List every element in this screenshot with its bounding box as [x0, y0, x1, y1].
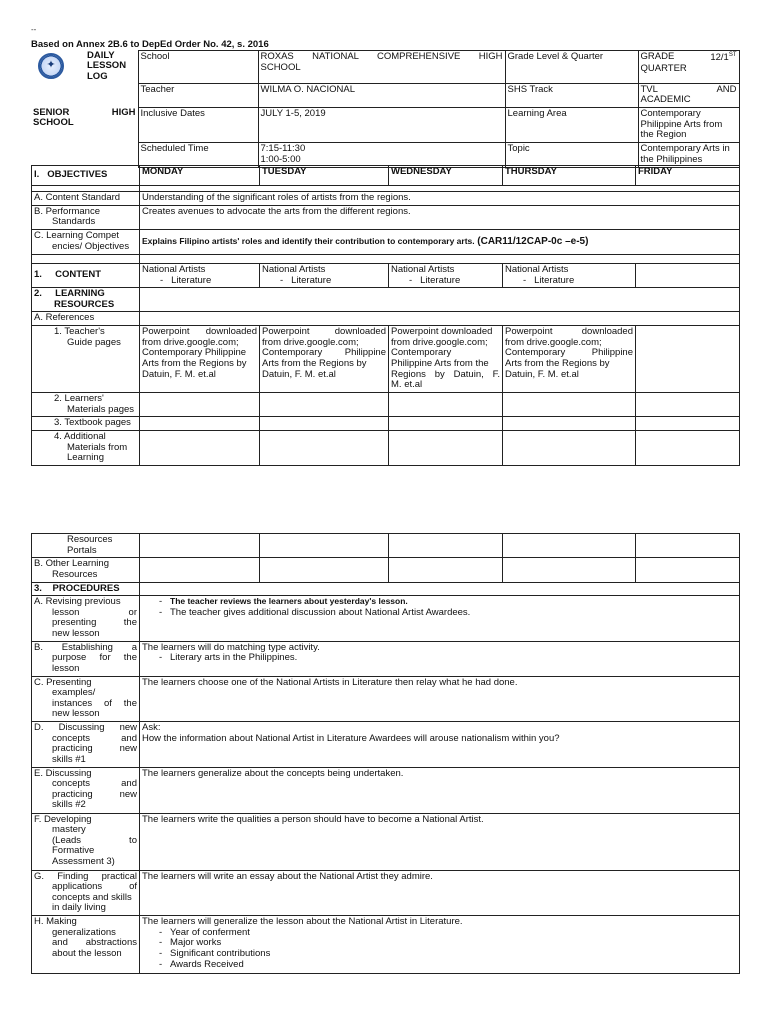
procedures-heading: 3. PROCEDURES	[32, 582, 140, 596]
procedure-content: The learners choose one of the National Artists in Literature then relay what he had done.	[140, 676, 740, 722]
header-table	[31, 50, 740, 168]
lesson-table-part-2	[31, 533, 739, 974]
procedure-label: B. Establishing a purpose for the lesson	[32, 641, 140, 676]
shs-label: SENIOR HIGH SCHOOL	[33, 107, 136, 129]
area-value: Contemporary Philippine Arts from the Region	[638, 108, 739, 143]
procedure-content: The learners will write an essay about the National Artist they admire.	[140, 870, 740, 916]
school-value: ROXAS NATIONAL COMPREHENSIVE HIGH SCHOOL	[258, 51, 505, 84]
teachers-guide-cell: Powerpoint downloaded from drive.google.com; Contemporary Philippine Arts from the Regions by Datuin, F. M. et.al	[260, 326, 389, 393]
procedure-label: E. Discussing concepts and practicing new skills #2	[32, 767, 140, 813]
track-label: SHS Track	[505, 83, 638, 107]
references-label: A. References	[32, 312, 140, 326]
content-heading: 1. CONTENT	[32, 263, 140, 287]
performance-standards-label: B. Performance Standards	[32, 205, 140, 229]
dates-value: JULY 1-5, 2019	[258, 108, 505, 143]
procedure-label: H. Making generalizations and abstractions about the lesson	[32, 916, 140, 974]
lesson-table-part-1	[31, 165, 739, 466]
content-standard-label: A. Content Standard	[32, 192, 140, 206]
procedure-label: F. Developing mastery (Leads to Formative Assessment 3)	[32, 813, 140, 870]
teachers-guide-cell: Powerpoint downloaded from drive.google.com; Contemporary Philippine Arts from the Regions by Datuin, F. M. et.al	[389, 326, 503, 393]
procedure-content: The learners generalize about the concepts being undertaken.	[140, 767, 740, 813]
lesson-table	[31, 165, 740, 466]
procedure-content: The learners write the qualities a person should have to become a National Artist.	[140, 813, 740, 870]
grade-value: GRADE 12/1ST QUARTER	[638, 51, 739, 84]
learning-resources-heading: 2. LEARNING RESOURCES	[32, 288, 140, 312]
procedure-label: C. Presenting examples/ instances of the new lesson	[32, 676, 140, 722]
procedure-label: A. Revising previous lesson or presenting the new lesson	[32, 596, 140, 642]
time-value: 7:15-11:30 1:00-5:00	[258, 142, 505, 167]
procedure-content: The learners will generalize the lesson about the National Artist in Literature. - Year of conferment - Major works - Significant contributions - Awards Received	[140, 916, 740, 974]
logo-cell	[31, 51, 138, 84]
deped-seal-icon: ✦	[38, 53, 64, 79]
performance-standards-value: Creates avenues to advocate the arts from the different regions.	[140, 205, 740, 229]
topic-label: Topic	[505, 142, 638, 167]
day-friday: FRIDAY	[636, 166, 740, 186]
procedure-content: The learners will do matching type activity. - Literary arts in the Philippines.	[140, 641, 740, 676]
procedure-content: Ask: How the information about National Artist in Literature Awardees will arouse nationalism within you?	[140, 722, 740, 768]
teacher-label: Teacher	[138, 83, 258, 107]
school-label: School	[138, 51, 258, 84]
day-monday: MONDAY	[140, 166, 260, 186]
other-resources-label: B. Other Learning Resources	[32, 558, 140, 582]
grade-label: Grade Level & Quarter	[505, 51, 638, 84]
track-value: TVL AND ACADEMIC	[638, 83, 739, 107]
page-mark: --	[31, 25, 37, 34]
header-section	[31, 50, 739, 168]
teacher-value: WILMA O. NACIONAL	[258, 83, 505, 107]
dates-label: Inclusive Dates	[138, 108, 258, 143]
teachers-guide-cell: Powerpoint downloaded from drive.google.com; Contemporary Philippine Arts from the Regions by Datuin, F. M. et.al	[503, 326, 636, 393]
learners-materials-label: 2. Learners' Materials pages	[32, 393, 140, 417]
dll-title: DAILY LESSON LOG	[87, 50, 127, 83]
learning-competencies-value: Explains Filipino artists' roles and identify their contribution to contemporary arts. (CAR11/12CAP-0c –e-5)	[140, 229, 740, 254]
content-cell: National Artists - Literature	[389, 263, 503, 287]
content-cell: National Artists - Literature	[140, 263, 260, 287]
procedures-table	[31, 533, 740, 974]
day-thursday: THURSDAY	[503, 166, 636, 186]
area-label: Learning Area	[505, 108, 638, 143]
content-cell: National Artists - Literature	[503, 263, 636, 287]
procedure-label: G. Finding practical applications of concepts and skills in daily living	[32, 870, 140, 916]
content-standard-value: Understanding of the significant roles of artists from the regions.	[140, 192, 740, 206]
procedure-content: - The teacher reviews the learners about yesterday's lesson. - The teacher gives additional discussion about National Artist Awardees.	[140, 596, 740, 642]
procedure-label: D. Discussing new concepts and practicing new skills #1	[32, 722, 140, 768]
topic-value: Contemporary Arts in the Philippines	[638, 142, 739, 167]
annex-reference: Based on Annex 2B.6 to DepEd Order No. 42, s. 2016	[31, 39, 269, 50]
teachers-guide-cell: Powerpoint downloaded from drive.google.com; Contemporary Philippine Arts from the Regions by Datuin, F. M. et.al	[140, 326, 260, 393]
teachers-guide-label: 1. Teacher's Guide pages	[32, 326, 140, 393]
objectives-heading: I. OBJECTIVES	[32, 166, 140, 186]
additional-materials-label-cont: Resources Portals	[32, 534, 140, 558]
additional-materials-label: 4. Additional Materials from Learning	[32, 430, 140, 465]
content-cell: National Artists - Literature	[260, 263, 389, 287]
learning-competencies-label: C. Learning Compet encies/ Objectives	[32, 229, 140, 254]
time-label: Scheduled Time	[138, 142, 258, 167]
day-tuesday: TUESDAY	[260, 166, 389, 186]
day-wednesday: WEDNESDAY	[389, 166, 503, 186]
textbook-pages-label: 3. Textbook pages	[32, 417, 140, 431]
